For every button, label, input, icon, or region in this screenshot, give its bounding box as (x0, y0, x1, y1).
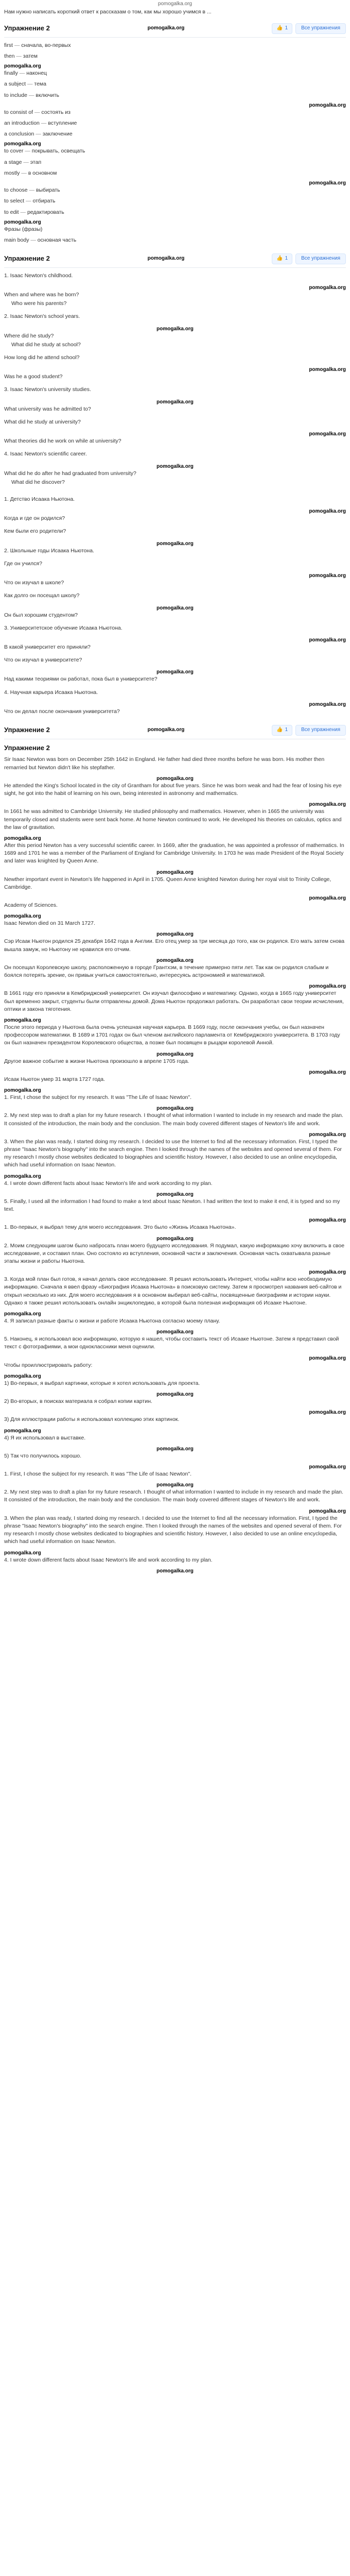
paragraph: 2. Моим следующим шагом было набросать план моего будущего исследования. Я подумал, какую информацию хочу включить в свое исследование, и составил план. Оно состояло из вступления, основной части и заключения. Основная часть охватывала разные этапы жизни и работы Ньютона. (4, 1242, 345, 1264)
question-text: 2. Isaac Newton's school years. (4, 313, 80, 320)
vocab-ru: заключение (42, 131, 73, 138)
vocab-en: a subject (4, 81, 26, 88)
exercise-actions (272, 725, 346, 736)
watermark: pomogalka.org (4, 63, 41, 70)
watermark: pomogalka.org (309, 1464, 346, 1470)
paragraph: In 1661 he was admitted to Cambridge University. He studied philosophy and mathematics. However, when in 1665 the university was temporarily closed and students were sent back home. At home Newton continued to work. He developed his theories on calculus, optics and the law of gravitation. (4, 808, 342, 831)
watermark: pomogalka.org (309, 637, 346, 643)
exercise-actions (272, 23, 346, 34)
vocab-en: an introduction (4, 120, 40, 127)
like-count: 1 (285, 25, 288, 31)
paragraph: After this period Newton has a very successful scientific career. In 1669, after the graduation, he was appointed a professor of mathematics. In 1689 and 1701 he was a member of the Parliament of England for Cambridge University. In 1703 he was made President of the Royal Society and later was knighted by Queen Anne. (4, 842, 344, 865)
paragraph: 3. When the plan was ready, I started doing my research. I decided to use the Internet to find all the necessary information. First, I typed the phrase "Isaac Newton's biography" into the search engine. Then I looked through the names of the websites and opened several of them. For my research I mostly chose websites dedicated to biographies and scientific history. However, I also decided to use an online encyclopedia, which had useful information on Isaac Newton. (4, 1515, 342, 1545)
dash: — (18, 70, 27, 77)
questions-ru (4, 496, 346, 716)
question-text: What university was he admitted to? (4, 405, 91, 412)
paragraph: Другое важное событие в жизни Ньютона произошло в апреле 1705 года. (4, 1058, 189, 1064)
watermark: pomogalka.org (309, 701, 346, 707)
watermark: pomogalka.org (147, 256, 185, 262)
vocab-ru: редактировать (27, 209, 64, 215)
paragraph: 3. When the plan was ready, I started doing my research. I decided to use the Internet to find all the necessary information. First, I typed the phrase "Isaac Newton's biography" into the search engine. Then I looked through the names of the websites and opened several of them. For my research I mostly chose websites dedicated to biographies and scientific history. However, I also decided to use an online encyclopedia, which had useful information on Isaac Newton. (4, 1138, 342, 1168)
steps-ru (4, 1224, 346, 1470)
watermark: pomogalka.org (4, 219, 41, 225)
watermark: pomogalka.org (156, 463, 194, 469)
dash: — (27, 92, 36, 98)
question-item (4, 592, 346, 600)
vocab-ru: выбирать (36, 187, 60, 194)
question-item (4, 450, 346, 458)
paragraph: 2. My next step was to draft a plan for my future research. I thought of what information I wanted to include in my research and made the plan. It consisted of the introduction, the main body and the conclusion. The main body covered different stages of Newton's life and work. (4, 1489, 343, 1503)
dash: — (12, 42, 22, 48)
watermark: pomogalka.org (309, 284, 346, 291)
question-item (4, 470, 346, 486)
question-text: Что он изучал в университете? (4, 657, 82, 664)
exercise-3 (4, 723, 346, 1574)
question-text: 1. Детство Исаака Ньютона. (4, 496, 75, 502)
question-text: Он был хорошим студентом? (4, 612, 78, 618)
exercise-title: Упражнение 2 (4, 255, 50, 263)
vocab-en: mostly (4, 170, 20, 176)
exercise-2 (4, 251, 346, 716)
vocab-en: to cover (4, 148, 24, 155)
watermark: pomogalka.org (4, 1311, 41, 1317)
question-item (4, 332, 346, 349)
watermark: pomogalka.org (4, 1373, 41, 1379)
dash: — (39, 120, 48, 127)
like-count: 1 (285, 256, 288, 262)
watermark: pomogalka.org (309, 1269, 346, 1276)
vocab-ru: включить (36, 92, 59, 98)
vocab-item (4, 209, 346, 216)
intro-text: Нам нужно написать короткий ответ к рассказам о том, как мы хорошо учимся в ... (4, 9, 212, 15)
vocab-en: to choose (4, 187, 28, 194)
vocab-ru: покрывать, освещать (31, 148, 85, 155)
question-item (4, 560, 346, 568)
question-item (4, 528, 346, 535)
question-item (4, 291, 346, 308)
watermark: pomogalka.org (4, 141, 41, 147)
paragraph: 5) Так что получилось хорошо. (4, 1452, 82, 1459)
vocab-ru: сначала, во-первых (21, 42, 71, 48)
dash: — (20, 170, 28, 176)
vocab-en: to select (4, 198, 25, 205)
dash: — (14, 53, 23, 59)
thumb-up-icon: 👍 (276, 25, 283, 31)
question-item (4, 579, 346, 587)
vocab-item (4, 147, 346, 155)
dash: — (27, 187, 36, 194)
vocab-item (4, 187, 346, 194)
question-text: How long did he attend school? (4, 354, 80, 361)
dash: — (19, 209, 27, 215)
watermark: pomogalka.org (156, 1329, 194, 1335)
question-text: Над какими теориями он работал, пока был в университете? (4, 676, 157, 683)
like-count: 1 (285, 727, 288, 733)
vocab-en: then (4, 53, 15, 59)
question-text: Was he a good student? (4, 374, 63, 380)
watermark: pomogalka.org (309, 1217, 346, 1224)
vocab-item (4, 70, 346, 77)
vocab-item (4, 236, 346, 244)
watermark: pomogalka.org (156, 399, 194, 405)
question-text: 1. Isaac Newton's childhood. (4, 272, 73, 279)
all-exercises-button[interactable]: Все упражнения (295, 253, 346, 264)
paragraph: He attended the King's School located in the city of Grantham for about five years. Since he was born weak and had the fear of losing his eye sight, he got into the habit of learning on his own, being interested in astronomy and mathematics. (4, 782, 342, 797)
question-item (4, 313, 346, 320)
watermark: pomogalka.org (156, 957, 194, 963)
paragraph: 5. Finally, I used all the information I had found to make a text about Isaac Newton. I had written the text to make it end, it is typed and so my text. (4, 1198, 340, 1213)
vocab-ru: наконец (26, 70, 47, 77)
watermark: pomogalka.org (4, 1550, 41, 1556)
watermark: pomogalka.org (156, 1392, 194, 1398)
vocab-item (4, 226, 346, 233)
answer-text: What did he discover? (11, 479, 65, 485)
text-en (4, 756, 346, 938)
question-item (4, 373, 346, 381)
question-item (4, 418, 346, 426)
question-text: 3. Университетское обучение Исаака Ньютона. (4, 624, 122, 631)
question-text: 4. Isaac Newton's scientific career. (4, 451, 87, 457)
vocab-item (4, 159, 346, 166)
question-text: Где он учился? (4, 560, 42, 567)
paragraph: После этого периода у Ньютона была очень успешная научная карьера. В 1669 году, после окончания учебы, он был назначен профессором математики. В 1689 и 1701 годах он был членом английского парламента от Кембриджского университета. В 1703 году он был назначен президентом Королевского общества, а позже был посвящен в рыцари королевой Анной. (4, 1024, 340, 1046)
paragraph: 4) Я их использовал в выставке. (4, 1434, 86, 1441)
question-item (4, 496, 346, 503)
like-button[interactable] (272, 23, 292, 34)
paragraph: Исаак Ньютон умер 31 марта 1727 года. (4, 1076, 105, 1082)
questions-en (4, 272, 346, 486)
thumb-up-icon: 👍 (276, 256, 283, 262)
watermark: pomogalka.org (4, 913, 41, 920)
question-item (4, 643, 346, 651)
question-text: Когда и где он родился? (4, 515, 65, 522)
watermark: pomogalka.org (156, 1235, 194, 1242)
paragraph: Он посещал Королевскую школу, расположенную в городе Грантхэм, в течение примерно пяти лет. Так как он родился слабым и боялся потерять зрение, он привык учиться самостоятельно, интересуясь астрономией и математикой. (4, 964, 329, 979)
question-text: 2. Школьные годы Исаака Ньютона. (4, 547, 94, 554)
paragraph: 5. Наконец, я использовал всю информацию, которую я нашел, чтобы составить текст об Исааке Ньютоне. Затем я представил свой текст с фотографиями, а мои одноклассники меня оценили. (4, 1336, 339, 1350)
answer-text: Who were his parents? (11, 300, 67, 307)
text-ru (4, 938, 346, 1094)
paragraph: 4. I wrote down different facts about Isaac Newton's life and work according to my plan. (4, 1556, 213, 1563)
watermark: pomogalka.org (156, 775, 194, 782)
site-domain: pomogalka.org (157, 1, 192, 7)
question-item (4, 405, 346, 413)
like-button[interactable] (272, 253, 292, 264)
vocab-en: to edit (4, 209, 19, 215)
watermark: pomogalka.org (309, 802, 346, 808)
exercise-header (4, 251, 346, 268)
vocab-en: main body (4, 237, 29, 243)
question-item (4, 675, 346, 683)
watermark: pomogalka.org (309, 102, 346, 108)
question-item (4, 515, 346, 522)
question-text: When and where was he born? (4, 291, 79, 298)
watermark: pomogalka.org (309, 180, 346, 187)
watermark: pomogalka.org (156, 1106, 194, 1112)
vocab-en: a conclusion (4, 131, 34, 138)
paragraph: В 1661 году его приняли в Кембриджский университет. Он изучал философию и математику. Однако, когда в 1665 году университет был временно закрыт, студенты были отправлены домой. Дома Ньютон продолжал работать. Он разработал свои теории исчисления, оптики и закона тяготения. (4, 990, 344, 1012)
vocab-item (4, 197, 346, 205)
vocab-en: finally (4, 70, 18, 77)
dash: — (24, 198, 33, 205)
watermark: pomogalka.org (147, 727, 185, 733)
watermark: pomogalka.org (4, 1018, 41, 1023)
vocab-ru: вступление (48, 120, 77, 127)
watermark: pomogalka.org (156, 1051, 194, 1057)
paragraph: Newther important event in Newton's life happened in April in 1705. Queen Anne knighted Newton during her royal visit to Trinity College, Cambridge. (4, 876, 331, 890)
vocab-item (4, 92, 346, 99)
vocab-item (4, 120, 346, 127)
question-text: Кем были его родители? (4, 528, 66, 535)
vocab-item (4, 53, 346, 60)
paragraph: Academy of Sciences. (4, 902, 58, 909)
dash: — (29, 237, 38, 243)
vocab-ru: в основном (28, 170, 57, 176)
exercise-title: Упражнение 2 (4, 24, 50, 32)
watermark: pomogalka.org (309, 984, 346, 990)
watermark: pomogalka.org (156, 1482, 194, 1488)
vocab-item (4, 130, 346, 138)
watermark: pomogalka.org (156, 605, 194, 611)
paragraph: 2. My next step was to draft a plan for my future research. I thought of what information I wanted to include in my research and made the plan. It consisted of the introduction, the main body and the conclusion. The main body covered different stages of Newton's life and work. (4, 1112, 343, 1127)
vocab-en: Фразы (фразы) (4, 226, 43, 232)
question-text: Where did he study? (4, 332, 54, 339)
steps-en-2 (4, 1470, 346, 1574)
dash: — (34, 131, 43, 138)
paragraph: 1. First, I chose the subject for my research. It was "The Life of Isaac Newton". (4, 1471, 192, 1477)
all-exercises-button[interactable]: Все упражнения (295, 725, 346, 736)
exercise-header (4, 21, 346, 38)
watermark: pomogalka.org (309, 367, 346, 373)
question-item (4, 547, 346, 555)
watermark: pomogalka.org (156, 1568, 194, 1574)
watermark: pomogalka.org (4, 835, 41, 841)
watermark: pomogalka.org (309, 895, 346, 902)
exercise-title: Упражнение 2 (4, 725, 50, 734)
vocab-en: first (4, 42, 13, 48)
question-item (4, 354, 346, 362)
watermark: pomogalka.org (309, 1508, 346, 1514)
watermark: pomogalka.org (309, 1355, 346, 1361)
exercise-actions (272, 253, 346, 264)
question-item (4, 437, 346, 445)
exercise-1 (4, 21, 346, 244)
paragraph: Isaac Newton died on 31 March 1727. (4, 920, 95, 927)
question-item (4, 656, 346, 664)
vocab-item (4, 109, 346, 116)
watermark: pomogalka.org (309, 1131, 346, 1138)
question-text: 4. Научная карьера Исаака Ньютона. (4, 689, 98, 696)
question-text: В какой университет его приняли? (4, 643, 91, 650)
watermark: pomogalka.org (309, 509, 346, 515)
vocab-item (4, 80, 346, 88)
dash: — (26, 81, 34, 88)
watermark: pomogalka.org (156, 540, 194, 547)
thumb-up-icon: 👍 (276, 727, 283, 733)
watermark: pomogalka.org (309, 431, 346, 437)
watermark: pomogalka.org (156, 669, 194, 675)
vocab-ru: тема (34, 81, 46, 88)
answer-text: What did he study at school? (11, 341, 81, 348)
question-item (4, 612, 346, 619)
vocab-en: to include (4, 92, 27, 98)
paragraph: 1. Во-первых, я выбрал тему для моего исследования. Это было «Жизнь Исаака Ньютона». (4, 1224, 236, 1231)
paragraph: 3. Когда мой план был готов, я начал делать свое исследование. Я решил использовать Интернет, чтобы найти всю необходимую информацию. Сначала я ввел фразу «Биография Исаака Ньютона» в поисковую систему. Затем я просмотрел названия веб-сайтов и открыл несколько из них. Для моего исследования я в основном выбирал веб-сайты, посвященные биографиям и истории науки. Однако я также решил использовать онлайн энциклопедию, в которой была полезная информация об Исааке Ньютоне. (4, 1276, 342, 1306)
all-exercises-button[interactable]: Все упражнения (295, 23, 346, 34)
watermark: pomogalka.org (4, 1428, 41, 1434)
paragraph: Sir Isaac Newton was born on December 25th 1642 in England. He father had died three months before he was born. His mother then remarried but Newton didn't like his stepfather. (4, 756, 325, 771)
vocab-en: a stage (4, 159, 22, 165)
question-item (4, 708, 346, 716)
paragraph: 1. First, I chose the subject for my research. It was "The Life of Isaac Newton". (4, 1094, 192, 1101)
watermark: pomogalka.org (309, 1410, 346, 1416)
question-text: What did he do after he had graduated from university? (4, 470, 136, 477)
question-item (4, 689, 346, 697)
vocab-ru: этап (30, 159, 42, 165)
vocab-item (4, 170, 346, 177)
paragraph: Сэр Исаак Ньютон родился 25 декабря 1642 года в Англии. Его отец умер за три месяца до того, как он родился. Его мать затем снова вышла замуж, но Ньютону не нравился его отчим. (4, 938, 345, 953)
watermark: pomogalka.org (147, 25, 185, 31)
paragraph: 3) Для иллюстрации работы я использовал коллекцию этих картинок. (4, 1416, 180, 1423)
question-item (4, 272, 346, 280)
vocab-item (4, 42, 346, 49)
dash: — (33, 109, 42, 115)
vocab-list (4, 42, 346, 245)
paragraph: 4. Я записал разные факты о жизни и работе Исаака Ньютона согласно моему плану. (4, 1318, 220, 1325)
watermark: pomogalka.org (156, 326, 194, 332)
exercise-header (4, 723, 346, 739)
question-text: Как долго он посещал школу? (4, 592, 80, 599)
dash: — (23, 148, 32, 155)
vocab-ru: отбирать (32, 198, 56, 205)
paragraph: Чтобы проиллюстрировать работу: (4, 1362, 93, 1368)
vocab-ru: затем (23, 53, 38, 59)
watermark: pomogalka.org (4, 1088, 41, 1094)
watermark: pomogalka.org (156, 869, 194, 875)
watermark: pomogalka.org (156, 1446, 194, 1452)
watermark: pomogalka.org (4, 1173, 41, 1179)
exercise-subtitle: Упражнение 2 (4, 743, 50, 752)
watermark: pomogalka.org (156, 931, 194, 938)
question-text: Что он делал после окончания университета? (4, 708, 120, 715)
vocab-en: to consist of (4, 109, 33, 115)
question-item (4, 624, 346, 632)
question-text: What theories did he work on while at university? (4, 438, 121, 445)
steps-en (4, 1094, 346, 1224)
paragraph: 2) Во-вторых, в поисках материала я собрал копии картин. (4, 1398, 152, 1405)
question-item (4, 386, 346, 394)
vocab-ru: состоять из (41, 109, 71, 115)
watermark: pomogalka.org (156, 1191, 194, 1197)
paragraph: 4. I wrote down different facts about Isaac Newton's life and work according to my plan. (4, 1180, 213, 1187)
question-text: What did he study at university? (4, 418, 81, 425)
like-button[interactable] (272, 725, 292, 736)
question-text: Что он изучал в школе? (4, 580, 64, 586)
paragraph: 1) Во-первых, я выбрал картинки, которые я хотел использовать для проекта. (4, 1380, 200, 1386)
watermark: pomogalka.org (309, 1069, 346, 1075)
watermark: pomogalka.org (309, 573, 346, 579)
dash: — (22, 159, 30, 165)
question-text: 3. Isaac Newton's university studies. (4, 386, 91, 393)
vocab-ru: основная часть (37, 237, 77, 243)
